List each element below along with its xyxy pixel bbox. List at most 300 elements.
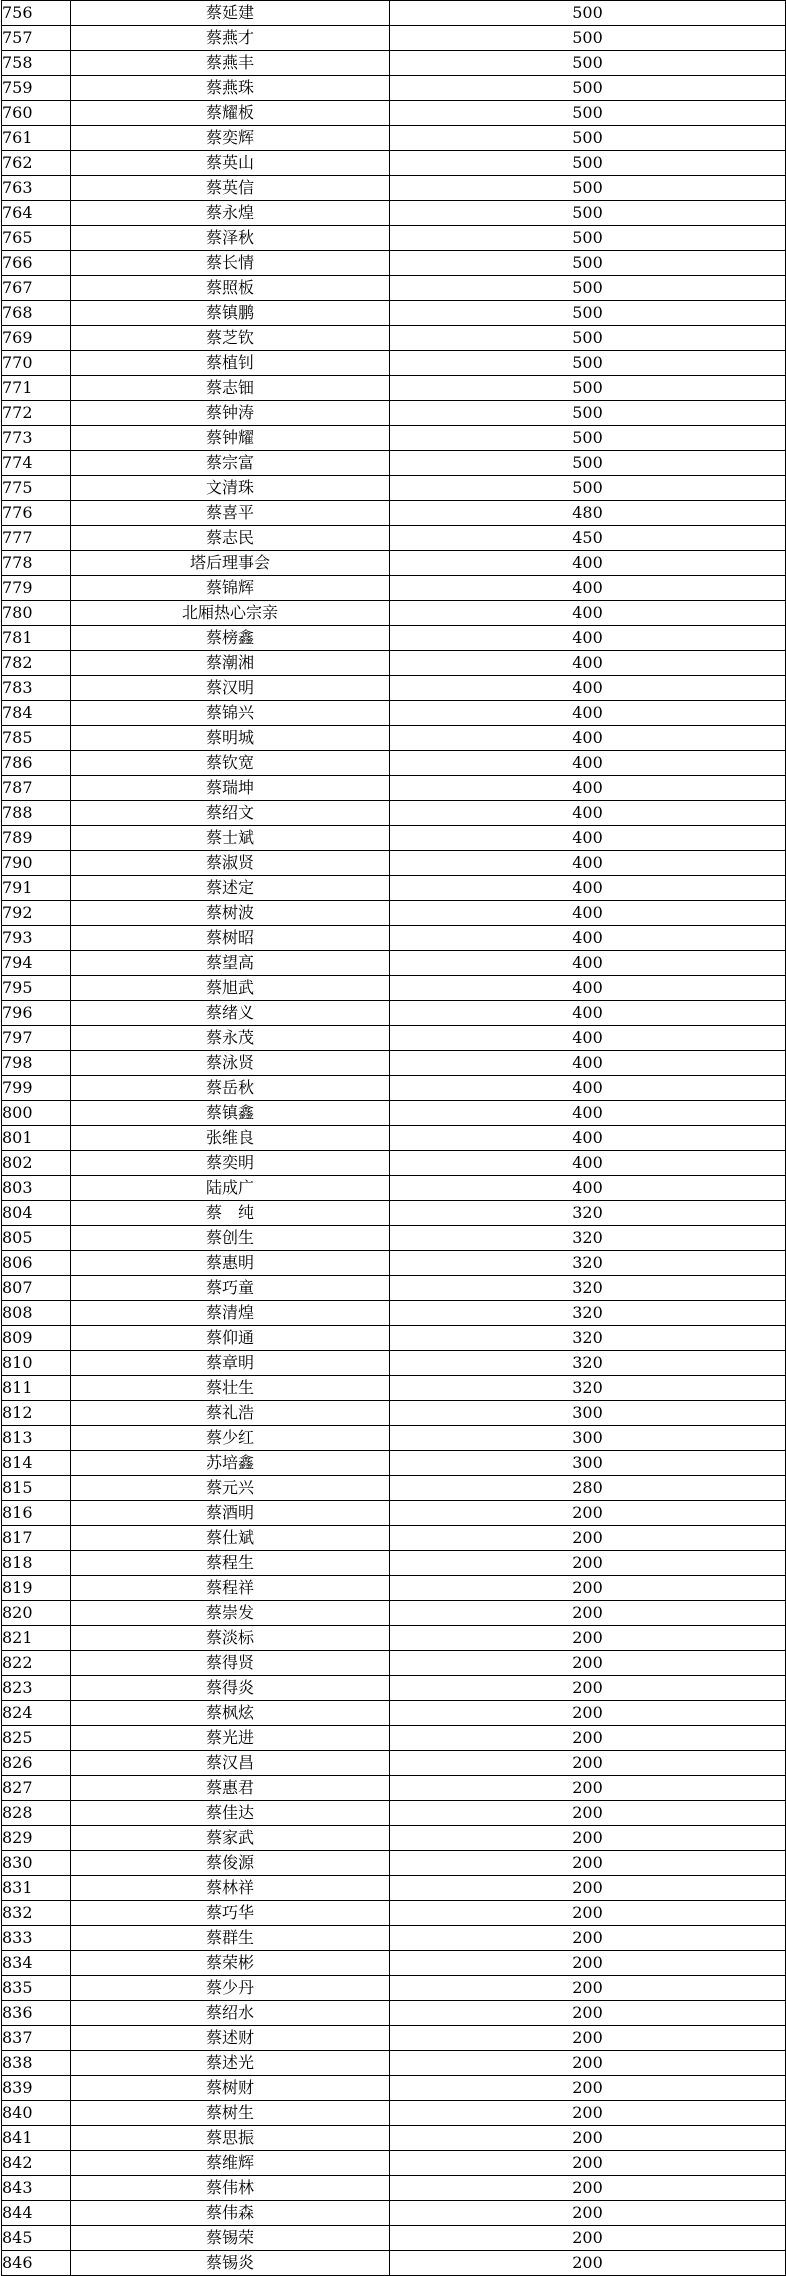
table-row (2, 1276, 786, 1301)
amount-cell: 200 (390, 1776, 786, 1801)
table-row (2, 776, 786, 801)
amount-cell: 500 (390, 76, 786, 101)
table-row (2, 1, 786, 26)
donor-name-cell: 蔡永煌 (71, 201, 390, 226)
donor-name-cell: 蔡壮生 (71, 1376, 390, 1401)
table-row (2, 326, 786, 351)
table-row (2, 1951, 786, 1976)
table-row (2, 2126, 786, 2151)
amount-cell: 500 (390, 101, 786, 126)
amount-cell: 500 (390, 226, 786, 251)
amount-cell: 200 (390, 2051, 786, 2076)
donor-name-cell: 蔡植钊 (71, 351, 390, 376)
row-number-cell: 780 (2, 601, 71, 626)
table-row (2, 1826, 786, 1851)
table-row (2, 1801, 786, 1826)
donor-name-cell: 蔡汉明 (71, 676, 390, 701)
row-number-cell: 825 (2, 1726, 71, 1751)
amount-cell: 200 (390, 1551, 786, 1576)
amount-cell: 400 (390, 1101, 786, 1126)
table-row (2, 101, 786, 126)
table-row (2, 1526, 786, 1551)
amount-cell: 200 (390, 2001, 786, 2026)
amount-cell: 400 (390, 776, 786, 801)
donor-name-cell: 蔡枫炫 (71, 1701, 390, 1726)
table-row (2, 676, 786, 701)
table-row (2, 576, 786, 601)
row-number-cell: 829 (2, 1826, 71, 1851)
row-number-cell: 843 (2, 2176, 71, 2201)
row-number-cell: 807 (2, 1276, 71, 1301)
amount-cell: 200 (390, 1951, 786, 1976)
table-row (2, 551, 786, 576)
row-number-cell: 791 (2, 876, 71, 901)
row-number-cell: 846 (2, 2251, 71, 2276)
table-row (2, 1026, 786, 1051)
table-row (2, 601, 786, 626)
table-row (2, 1376, 786, 1401)
amount-cell: 300 (390, 1451, 786, 1476)
row-number-cell: 815 (2, 1476, 71, 1501)
row-number-cell: 840 (2, 2101, 71, 2126)
row-number-cell: 813 (2, 1426, 71, 1451)
donor-name-cell: 蔡俊源 (71, 1851, 390, 1876)
table-row (2, 426, 786, 451)
row-number-cell: 788 (2, 801, 71, 826)
table-row (2, 451, 786, 476)
amount-cell: 500 (390, 126, 786, 151)
donor-name-cell: 张维良 (71, 1126, 390, 1151)
table-row (2, 2226, 786, 2251)
row-number-cell: 764 (2, 201, 71, 226)
donor-name-cell: 蔡程生 (71, 1551, 390, 1576)
donor-name-cell: 蔡酒明 (71, 1501, 390, 1526)
table-row (2, 2001, 786, 2026)
row-number-cell: 841 (2, 2126, 71, 2151)
row-number-cell: 811 (2, 1376, 71, 1401)
table-row (2, 51, 786, 76)
row-number-cell: 810 (2, 1351, 71, 1376)
donor-name-cell: 蔡潮湘 (71, 651, 390, 676)
table-row (2, 651, 786, 676)
table-row (2, 2026, 786, 2051)
table-row (2, 1751, 786, 1776)
table-row (2, 226, 786, 251)
row-number-cell: 784 (2, 701, 71, 726)
donor-name-cell: 蔡锦辉 (71, 576, 390, 601)
donor-name-cell: 蔡得贤 (71, 1651, 390, 1676)
donor-name-cell: 蔡述光 (71, 2051, 390, 2076)
table-row (2, 1451, 786, 1476)
table-row (2, 1676, 786, 1701)
row-number-cell: 836 (2, 2001, 71, 2026)
amount-cell: 320 (390, 1301, 786, 1326)
amount-cell: 200 (390, 1651, 786, 1676)
donor-name-cell: 蔡旭武 (71, 976, 390, 1001)
donor-name-cell: 蔡清煌 (71, 1301, 390, 1326)
amount-cell: 400 (390, 701, 786, 726)
row-number-cell: 827 (2, 1776, 71, 1801)
table-row (2, 701, 786, 726)
row-number-cell: 833 (2, 1926, 71, 1951)
table-row (2, 2251, 786, 2276)
row-number-cell: 794 (2, 951, 71, 976)
donor-name-cell: 文清珠 (71, 476, 390, 501)
row-number-cell: 820 (2, 1601, 71, 1626)
donor-name-cell: 蔡奕明 (71, 1151, 390, 1176)
row-number-cell: 757 (2, 26, 71, 51)
amount-cell: 400 (390, 801, 786, 826)
amount-cell: 500 (390, 476, 786, 501)
amount-cell: 200 (390, 1576, 786, 1601)
row-number-cell: 804 (2, 1201, 71, 1226)
amount-cell: 400 (390, 826, 786, 851)
donor-name-cell: 蔡惠明 (71, 1251, 390, 1276)
donor-name-cell: 蔡锡荣 (71, 2226, 390, 2251)
row-number-cell: 779 (2, 576, 71, 601)
amount-cell: 500 (390, 151, 786, 176)
donor-name-cell: 蔡钟涛 (71, 401, 390, 426)
amount-cell: 400 (390, 1026, 786, 1051)
table-row (2, 1601, 786, 1626)
row-number-cell: 797 (2, 1026, 71, 1051)
table-row (2, 1201, 786, 1226)
table-row (2, 76, 786, 101)
table-row (2, 1251, 786, 1276)
row-number-cell: 828 (2, 1801, 71, 1826)
row-number-cell: 802 (2, 1151, 71, 1176)
amount-cell: 200 (390, 2226, 786, 2251)
donor-name-cell: 塔后理事会 (71, 551, 390, 576)
row-number-cell: 799 (2, 1076, 71, 1101)
amount-cell: 500 (390, 276, 786, 301)
donor-name-cell: 蔡绍水 (71, 2001, 390, 2026)
amount-cell: 500 (390, 351, 786, 376)
amount-cell: 400 (390, 1076, 786, 1101)
table-row (2, 1351, 786, 1376)
row-number-cell: 763 (2, 176, 71, 201)
donor-name-cell: 蔡佳达 (71, 1801, 390, 1826)
amount-cell: 200 (390, 1976, 786, 2001)
table-row (2, 251, 786, 276)
row-number-cell: 832 (2, 1901, 71, 1926)
amount-cell: 320 (390, 1376, 786, 1401)
donor-name-cell: 蔡林祥 (71, 1876, 390, 1901)
donor-name-cell: 蔡少丹 (71, 1976, 390, 2001)
donor-name-cell: 陆成广 (71, 1176, 390, 1201)
row-number-cell: 812 (2, 1401, 71, 1426)
row-number-cell: 759 (2, 76, 71, 101)
donor-name-cell: 蔡得炎 (71, 1676, 390, 1701)
amount-cell: 500 (390, 251, 786, 276)
donor-name-cell: 蔡镇鹏 (71, 301, 390, 326)
table-row (2, 201, 786, 226)
amount-cell: 200 (390, 1526, 786, 1551)
donor-name-cell: 蔡礼浩 (71, 1401, 390, 1426)
row-number-cell: 778 (2, 551, 71, 576)
donor-name-cell: 蔡瑞坤 (71, 776, 390, 801)
table-row (2, 1426, 786, 1451)
table-row (2, 526, 786, 551)
amount-cell: 200 (390, 1676, 786, 1701)
donor-name-cell: 蔡宗富 (71, 451, 390, 476)
donor-name-cell: 蔡榜鑫 (71, 626, 390, 651)
donor-name-cell: 蔡绪义 (71, 1001, 390, 1026)
amount-cell: 200 (390, 2151, 786, 2176)
donor-name-cell: 蔡燕珠 (71, 76, 390, 101)
table-row (2, 976, 786, 1001)
table-row (2, 1726, 786, 1751)
row-number-cell: 818 (2, 1551, 71, 1576)
table-row (2, 2076, 786, 2101)
amount-cell: 280 (390, 1476, 786, 1501)
amount-cell: 480 (390, 501, 786, 526)
amount-cell: 200 (390, 1801, 786, 1826)
table-row (2, 176, 786, 201)
amount-cell: 320 (390, 1201, 786, 1226)
amount-cell: 500 (390, 301, 786, 326)
donor-name-cell: 蔡绍文 (71, 801, 390, 826)
donor-name-cell: 蔡汉昌 (71, 1751, 390, 1776)
table-row (2, 951, 786, 976)
row-number-cell: 786 (2, 751, 71, 776)
amount-cell: 200 (390, 2251, 786, 2276)
amount-cell: 320 (390, 1276, 786, 1301)
donor-name-cell: 蔡树财 (71, 2076, 390, 2101)
amount-cell: 200 (390, 2201, 786, 2226)
table-row (2, 1401, 786, 1426)
donor-name-cell: 蔡芝钦 (71, 326, 390, 351)
amount-cell: 500 (390, 326, 786, 351)
row-number-cell: 817 (2, 1526, 71, 1551)
donor-name-cell: 蔡荣彬 (71, 1951, 390, 1976)
row-number-cell: 845 (2, 2226, 71, 2251)
table-row (2, 1551, 786, 1576)
donor-name-cell: 蔡淡标 (71, 1626, 390, 1651)
amount-cell: 200 (390, 2101, 786, 2126)
table-row (2, 826, 786, 851)
table-row (2, 2176, 786, 2201)
row-number-cell: 806 (2, 1251, 71, 1276)
row-number-cell: 775 (2, 476, 71, 501)
row-number-cell: 773 (2, 426, 71, 451)
row-number-cell: 838 (2, 2051, 71, 2076)
table-row (2, 1126, 786, 1151)
row-number-cell: 792 (2, 901, 71, 926)
row-number-cell: 834 (2, 1951, 71, 1976)
donor-name-cell: 蔡长情 (71, 251, 390, 276)
table-row (2, 726, 786, 751)
row-number-cell: 803 (2, 1176, 71, 1201)
table-row (2, 1051, 786, 1076)
donor-name-cell: 蔡淑贤 (71, 851, 390, 876)
row-number-cell: 793 (2, 926, 71, 951)
row-number-cell: 795 (2, 976, 71, 1001)
amount-cell: 500 (390, 26, 786, 51)
amount-cell: 300 (390, 1401, 786, 1426)
row-number-cell: 782 (2, 651, 71, 676)
amount-cell: 500 (390, 176, 786, 201)
row-number-cell: 769 (2, 326, 71, 351)
donor-name-cell: 蔡泳贤 (71, 1051, 390, 1076)
amount-cell: 400 (390, 851, 786, 876)
donor-name-cell: 蔡士斌 (71, 826, 390, 851)
amount-cell: 500 (390, 1, 786, 26)
row-number-cell: 770 (2, 351, 71, 376)
row-number-cell: 826 (2, 1751, 71, 1776)
amount-cell: 400 (390, 1051, 786, 1076)
table-row (2, 351, 786, 376)
donor-name-cell: 蔡岳秋 (71, 1076, 390, 1101)
table-row (2, 626, 786, 651)
amount-cell: 400 (390, 1001, 786, 1026)
donor-name-cell: 蔡仰通 (71, 1326, 390, 1351)
row-number-cell: 800 (2, 1101, 71, 1126)
amount-cell: 320 (390, 1226, 786, 1251)
row-number-cell: 790 (2, 851, 71, 876)
amount-cell: 400 (390, 901, 786, 926)
table-row (2, 901, 786, 926)
amount-cell: 500 (390, 426, 786, 451)
table-row (2, 1876, 786, 1901)
row-number-cell: 830 (2, 1851, 71, 1876)
amount-cell: 200 (390, 2126, 786, 2151)
donor-name-cell: 蔡志民 (71, 526, 390, 551)
row-number-cell: 789 (2, 826, 71, 851)
donor-name-cell: 蔡述财 (71, 2026, 390, 2051)
table-row (2, 1176, 786, 1201)
table-row (2, 2151, 786, 2176)
row-number-cell: 844 (2, 2201, 71, 2226)
donor-name-cell: 蔡述定 (71, 876, 390, 901)
table-row (2, 801, 786, 826)
table-row (2, 1076, 786, 1101)
donor-name-cell: 蔡耀板 (71, 101, 390, 126)
donor-name-cell: 蔡燕才 (71, 26, 390, 51)
donor-name-cell: 蔡崇发 (71, 1601, 390, 1626)
donor-name-cell: 蔡家武 (71, 1826, 390, 1851)
row-number-cell: 787 (2, 776, 71, 801)
table-row (2, 1151, 786, 1176)
amount-cell: 400 (390, 601, 786, 626)
table-row (2, 851, 786, 876)
row-number-cell: 805 (2, 1226, 71, 1251)
amount-cell: 400 (390, 751, 786, 776)
amount-cell: 400 (390, 876, 786, 901)
amount-cell: 200 (390, 1851, 786, 1876)
table-row (2, 2101, 786, 2126)
amount-cell: 200 (390, 1926, 786, 1951)
donor-name-cell: 蔡志钿 (71, 376, 390, 401)
amount-cell: 400 (390, 1126, 786, 1151)
table-row (2, 276, 786, 301)
row-number-cell: 839 (2, 2076, 71, 2101)
table-row (2, 126, 786, 151)
row-number-cell: 816 (2, 1501, 71, 1526)
table-row (2, 1226, 786, 1251)
amount-cell: 450 (390, 526, 786, 551)
amount-cell: 200 (390, 1726, 786, 1751)
table-row (2, 1626, 786, 1651)
donor-name-cell: 蔡钦宽 (71, 751, 390, 776)
amount-cell: 200 (390, 1876, 786, 1901)
row-number-cell: 761 (2, 126, 71, 151)
amount-cell: 200 (390, 2026, 786, 2051)
row-number-cell: 760 (2, 101, 71, 126)
amount-cell: 200 (390, 1501, 786, 1526)
donor-name-cell: 蔡奕辉 (71, 126, 390, 151)
donor-name-cell: 蔡锡炎 (71, 2251, 390, 2276)
row-number-cell: 822 (2, 1651, 71, 1676)
row-number-cell: 758 (2, 51, 71, 76)
row-number-cell: 808 (2, 1301, 71, 1326)
table-row (2, 26, 786, 51)
donor-name-cell: 蔡维辉 (71, 2151, 390, 2176)
table-row (2, 1476, 786, 1501)
amount-cell: 200 (390, 1626, 786, 1651)
amount-cell: 200 (390, 2176, 786, 2201)
donor-name-cell: 蔡思振 (71, 2126, 390, 2151)
amount-cell: 200 (390, 1701, 786, 1726)
row-number-cell: 824 (2, 1701, 71, 1726)
row-number-cell: 783 (2, 676, 71, 701)
table-row (2, 501, 786, 526)
amount-cell: 200 (390, 1601, 786, 1626)
amount-cell: 400 (390, 726, 786, 751)
table-row (2, 301, 786, 326)
amount-cell: 200 (390, 1901, 786, 1926)
donor-name-cell: 蔡明城 (71, 726, 390, 751)
amount-cell: 400 (390, 651, 786, 676)
amount-cell: 400 (390, 951, 786, 976)
table-row (2, 1651, 786, 1676)
row-number-cell: 814 (2, 1451, 71, 1476)
amount-cell: 200 (390, 1751, 786, 1776)
row-number-cell: 819 (2, 1576, 71, 1601)
amount-cell: 400 (390, 926, 786, 951)
row-number-cell: 762 (2, 151, 71, 176)
table-row (2, 1301, 786, 1326)
row-number-cell: 766 (2, 251, 71, 276)
donor-table (1, 0, 786, 2276)
row-number-cell: 831 (2, 1876, 71, 1901)
amount-cell: 320 (390, 1351, 786, 1376)
donor-name-cell: 蔡章明 (71, 1351, 390, 1376)
donor-name-cell: 蔡伟森 (71, 2201, 390, 2226)
amount-cell: 300 (390, 1426, 786, 1451)
amount-cell: 400 (390, 976, 786, 1001)
donor-name-cell: 蔡树生 (71, 2101, 390, 2126)
amount-cell: 200 (390, 1826, 786, 1851)
table-row (2, 1851, 786, 1876)
donor-name-cell: 蔡仕斌 (71, 1526, 390, 1551)
donor-name-cell: 蔡惠君 (71, 1776, 390, 1801)
table-row (2, 376, 786, 401)
table-row (2, 1776, 786, 1801)
row-number-cell: 798 (2, 1051, 71, 1076)
amount-cell: 400 (390, 576, 786, 601)
donor-name-cell: 蔡英信 (71, 176, 390, 201)
row-number-cell: 801 (2, 1126, 71, 1151)
donor-name-cell: 蔡 纯 (71, 1201, 390, 1226)
table-row (2, 1926, 786, 1951)
table-row (2, 1101, 786, 1126)
table-row (2, 151, 786, 176)
donor-name-cell: 蔡巧童 (71, 1276, 390, 1301)
amount-cell: 500 (390, 51, 786, 76)
row-number-cell: 776 (2, 501, 71, 526)
row-number-cell: 767 (2, 276, 71, 301)
